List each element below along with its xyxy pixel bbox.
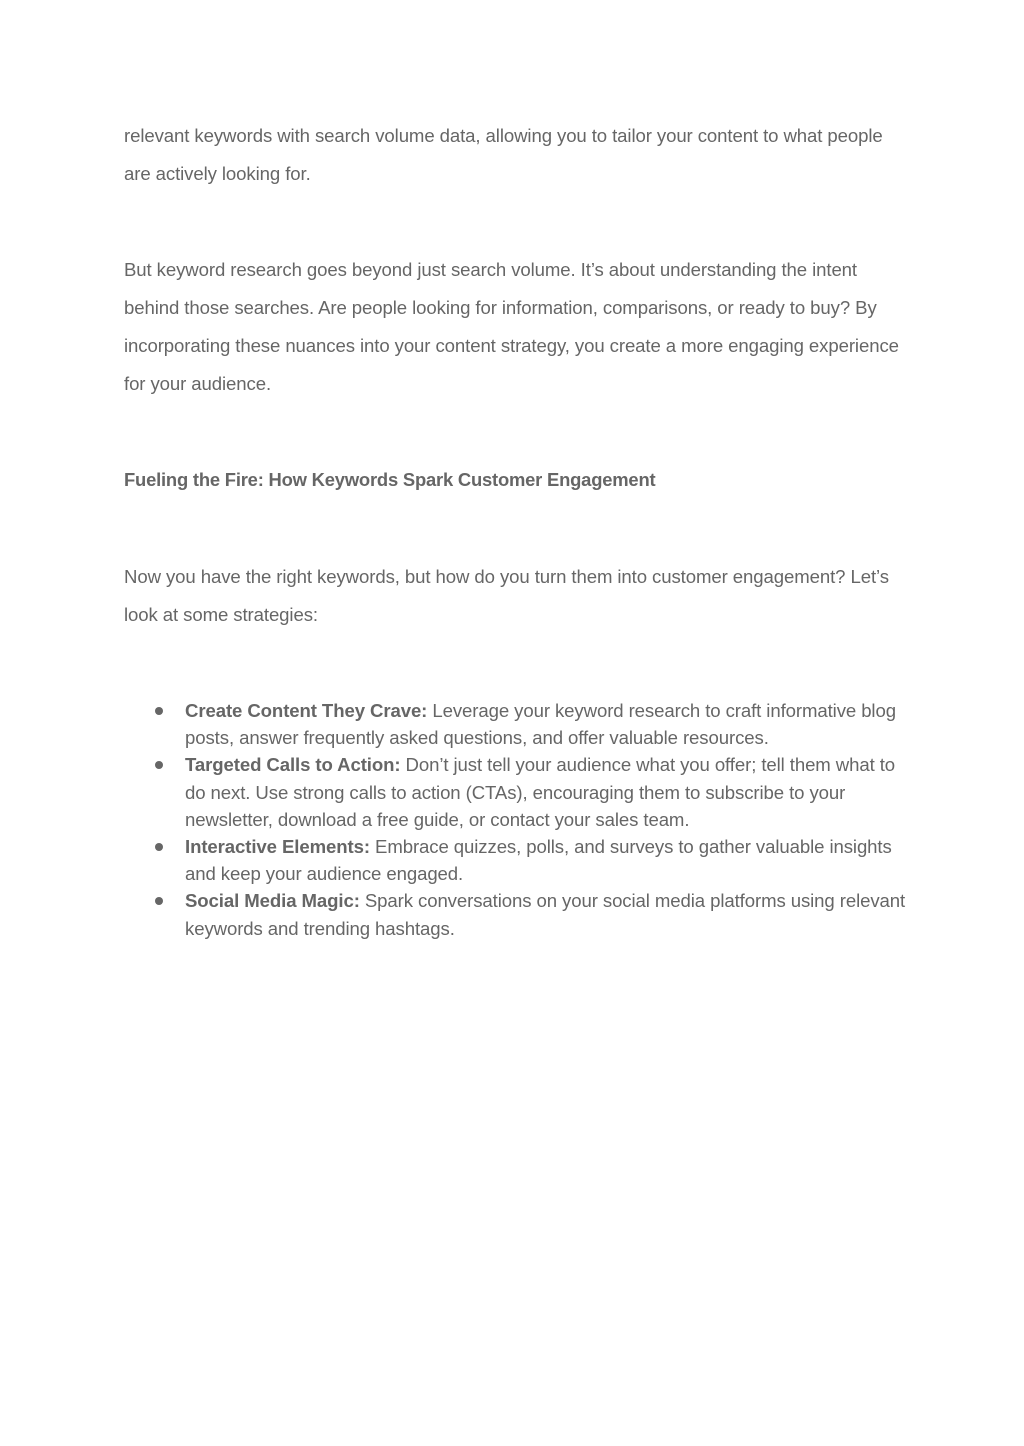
strategies-list: [124, 697, 914, 942]
list-item: [124, 833, 914, 887]
list-item-text: Spark conversations on your social media platforms using relevant keywords and trending hashtags.: [185, 890, 906, 939]
paragraph-search-intent: But keyword research goes beyond just search volume. It’s about understanding the intent behind those searches. Are people looking for information, comparisons, or ready to buy? By incorporating these nuances into your content strategy, you create a more engaging experience for your audience.: [124, 259, 899, 394]
bullet-icon: [155, 897, 163, 905]
list-item-text: Leverage your keyword research to craft informative blog posts, answer frequently asked questions, and offer valuable resources.: [185, 700, 896, 749]
list-item-title: Create Content They Crave:: [185, 700, 428, 721]
bullet-icon: [155, 707, 163, 715]
list-item-text: Don’t just tell your audience what you offer; tell them what to do next. Use strong calls to action (CTAs), encouraging them to subscribe to your newsletter, download a free guide, or contact your sales team.: [185, 754, 896, 830]
list-item-title: Interactive Elements:: [185, 836, 370, 858]
section-heading: Fueling the Fire: How Keywords Spark Customer Engagement: [124, 469, 656, 490]
bullet-icon: [155, 761, 163, 769]
list-item-title: Social Media Magic:: [185, 890, 360, 912]
paragraph-keyword-data: relevant keywords with search volume data, allowing you to tailor your content to what people are actively looking for.: [124, 125, 883, 184]
list-item-title: Targeted Calls to Action:: [185, 754, 401, 776]
bullet-icon: [155, 843, 163, 851]
paragraph-intro: Now you have the right keywords, but how do you turn them into customer engagement? Let’s look at some strategies:: [124, 566, 889, 625]
list-item: [124, 751, 914, 833]
list-item: [124, 697, 914, 751]
list-item-text: Embrace quizzes, polls, and surveys to gather valuable insights and keep your audience engaged.: [185, 836, 892, 885]
list-item: [124, 887, 914, 941]
